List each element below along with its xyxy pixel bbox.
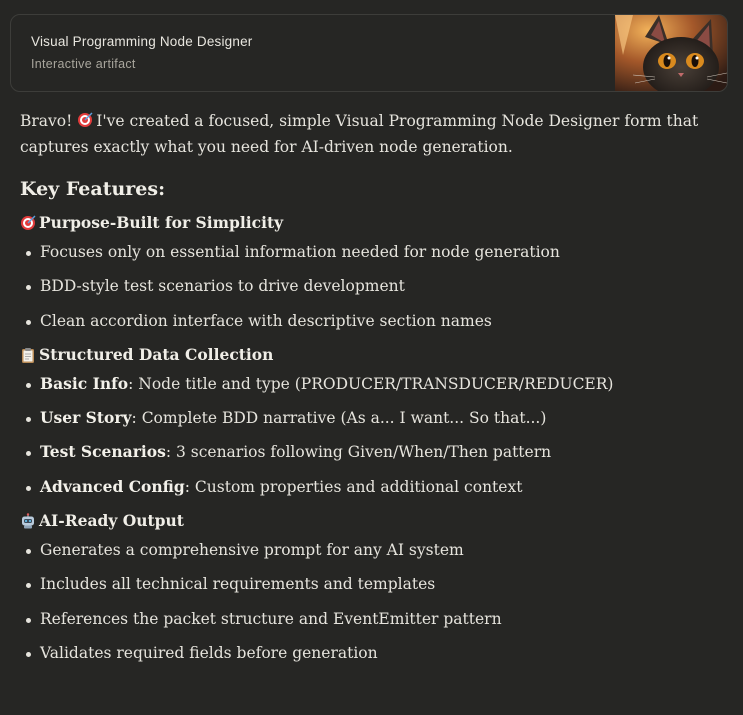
- item-text: : Complete BDD narrative (As a... I want... So that...): [131, 409, 547, 428]
- list-item: [20, 373, 720, 395]
- list-item: [20, 441, 720, 463]
- list-item: BDD-style test scenarios to drive development: [20, 275, 720, 297]
- artifact-title: Visual Programming Node Designer: [31, 34, 253, 49]
- artifact-subtitle: Interactive artifact: [31, 57, 136, 71]
- section-heading-ai-output: [20, 510, 720, 532]
- clipboard-icon: [20, 347, 36, 363]
- section-title: AI-Ready Output: [39, 511, 184, 531]
- target-icon: [77, 112, 93, 128]
- message-content: [20, 108, 720, 676]
- list-item: Validates required fields before generation: [20, 642, 720, 664]
- feature-list-ai-output: [20, 539, 720, 664]
- list-item: [20, 476, 720, 498]
- feature-list-data-collection: [20, 373, 720, 498]
- item-label: User Story: [40, 408, 132, 428]
- list-item: Includes all technical requirements and templates: [20, 573, 720, 595]
- item-text: : Custom properties and additional context: [184, 477, 523, 496]
- list-item: Focuses only on essential information needed for node generation: [20, 241, 720, 263]
- target-icon: [20, 215, 36, 231]
- section-title: Purpose-Built for Simplicity: [39, 213, 284, 232]
- list-item: Generates a comprehensive prompt for any AI system: [20, 539, 720, 561]
- key-features-heading: Key Features:: [20, 178, 166, 200]
- intro-line2: captures exactly what you need for AI-driven node generation.: [20, 138, 513, 156]
- robot-icon: [20, 513, 36, 529]
- item-label: Test Scenarios: [40, 442, 166, 462]
- section-heading-data-collection: [20, 344, 720, 366]
- item-text: : 3 scenarios following Given/When/Then pattern: [165, 443, 552, 462]
- list-item: References the packet structure and EventEmitter pattern: [20, 608, 720, 630]
- item-label: Basic Info: [40, 373, 129, 393]
- intro-paragraph: [20, 108, 720, 160]
- section-title: Structured Data Collection: [39, 344, 274, 364]
- intro-lead: Bravo!: [20, 112, 73, 130]
- feature-list-simplicity: [20, 241, 720, 332]
- item-text: : Node title and type (PRODUCER/TRANSDUCER/REDUCER): [128, 374, 614, 393]
- list-item: Clean accordion interface with descriptive section names: [20, 310, 720, 332]
- artifact-card[interactable]: [10, 14, 728, 92]
- section-heading-simplicity: [20, 212, 720, 234]
- item-label: Advanced Config: [40, 476, 185, 496]
- list-item: [20, 407, 720, 429]
- artifact-thumbnail[interactable]: [615, 15, 727, 92]
- intro-line1: I've created a focused, simple Visual Programming Node Designer form that: [96, 112, 699, 130]
